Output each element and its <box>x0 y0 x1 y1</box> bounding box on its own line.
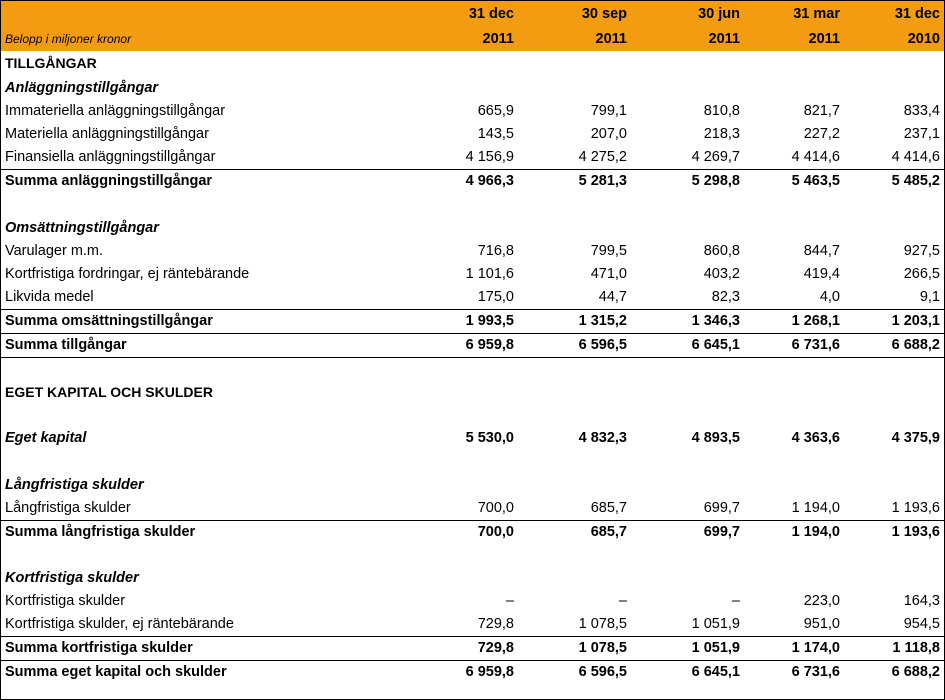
row-label: Likvida medel <box>5 288 94 305</box>
column-header-year: 2010 <box>844 27 944 51</box>
cell-value: 799,5 <box>590 242 627 259</box>
cell-value: 5 485,2 <box>844 170 944 194</box>
cell-value: 266,5 <box>903 265 940 282</box>
row-label: Långfristiga skulder <box>5 499 131 516</box>
table-row <box>1 100 944 123</box>
cell-value: 6 959,8 <box>400 334 518 358</box>
row-label: Immateriella anläggningstillgångar <box>5 103 226 120</box>
cell-value: 218,3 <box>703 126 740 143</box>
cell-value: 927,5 <box>903 242 940 259</box>
cell-value: 5 298,8 <box>631 170 744 194</box>
cell-value: 699,7 <box>631 520 744 544</box>
cell-value: 685,7 <box>518 520 631 544</box>
cell-value: 5 463,5 <box>744 170 844 194</box>
grand-total-row <box>1 334 944 358</box>
subsection-heading: Långfristiga skulder <box>5 476 144 493</box>
cell-value: 143,5 <box>477 126 514 143</box>
cell-value: 954,5 <box>903 616 940 633</box>
cell-value: 799,1 <box>590 103 627 120</box>
cell-value: 6 645,1 <box>631 334 744 358</box>
cell-value: 700,0 <box>477 499 514 516</box>
cell-value: 6 596,5 <box>518 661 631 685</box>
table-row <box>1 590 944 613</box>
cell-value: 1 268,1 <box>744 309 844 333</box>
cell-value: 6 688,2 <box>844 334 944 358</box>
cell-value: 5 281,3 <box>518 170 631 194</box>
cell-value: 4 269,7 <box>691 149 740 166</box>
cell-value: – <box>618 593 627 610</box>
column-header-year: 2011 <box>518 27 631 51</box>
row-label: Finansiella anläggningstillgångar <box>5 149 216 166</box>
row-label: Summa anläggningstillgångar <box>1 170 400 194</box>
column-header-date: 31 mar <box>744 1 844 27</box>
cell-value: 1 194,0 <box>791 499 840 516</box>
section-heading-assets: TILLGÅNGAR <box>5 55 97 72</box>
column-header-year: 2011 <box>400 27 518 51</box>
cell-value: 4 893,5 <box>691 430 740 447</box>
cell-value: – <box>505 593 514 610</box>
cell-value: 1 993,5 <box>400 309 518 333</box>
row-label: Kortfristiga skulder, ej räntebärande <box>5 616 234 633</box>
table-header <box>1 1 944 51</box>
balance-sheet-table <box>1 1 944 684</box>
cell-value: 1 118,8 <box>844 637 944 661</box>
cell-value: 1 101,6 <box>465 265 514 282</box>
cell-value: 82,3 <box>711 288 740 305</box>
spacer-row <box>1 193 944 216</box>
cell-value: 237,1 <box>903 126 940 143</box>
subsection-heading: Kortfristiga skulder <box>5 569 139 586</box>
row-label: Kortfristiga skulder <box>5 593 126 610</box>
cell-value: 471,0 <box>590 265 627 282</box>
cell-value: 1 346,3 <box>631 309 744 333</box>
cell-value: 1 078,5 <box>578 616 627 633</box>
cell-value: 1 051,9 <box>631 637 744 661</box>
cell-value: 4 363,6 <box>791 430 840 447</box>
row-label: Eget kapital <box>5 430 87 447</box>
spacer-row <box>1 358 944 382</box>
table-row <box>1 497 944 521</box>
cell-value: 44,7 <box>598 288 627 305</box>
row-label: Summa eget kapital och skulder <box>1 661 400 685</box>
column-header-year: 2011 <box>744 27 844 51</box>
subsection-heading: Anläggningstillgångar <box>5 80 159 96</box>
cell-value: 4,0 <box>819 288 840 305</box>
table-row <box>1 427 944 450</box>
cell-value: 833,4 <box>903 103 940 120</box>
cell-value: 729,8 <box>477 616 514 633</box>
total-row <box>1 170 944 194</box>
row-label: Summa tillgångar <box>1 334 400 358</box>
table-row <box>1 286 944 310</box>
cell-value: 665,9 <box>477 103 514 120</box>
row-label: Kortfristiga fordringar, ej räntebärande <box>5 265 250 282</box>
cell-value: 4 156,9 <box>465 149 514 166</box>
cell-value: 4 832,3 <box>578 430 627 447</box>
column-header-year: 2011 <box>631 27 744 51</box>
cell-value: 6 596,5 <box>518 334 631 358</box>
cell-value: 700,0 <box>400 520 518 544</box>
spacer-row <box>1 544 944 567</box>
cell-value: 6 731,6 <box>744 334 844 358</box>
row-label: Summa långfristiga skulder <box>1 520 400 544</box>
cell-value: 4 414,6 <box>891 149 940 166</box>
table-row <box>1 263 944 286</box>
amount-unit-caption: Belopp i miljoner kronor <box>1 27 400 51</box>
cell-value: 810,8 <box>703 103 740 120</box>
row-label: Varulager m.m. <box>5 242 104 259</box>
cell-value: 860,8 <box>703 242 740 259</box>
cell-value: 844,7 <box>803 242 840 259</box>
table-row <box>1 146 944 170</box>
cell-value: – <box>731 593 740 610</box>
cell-value: 419,4 <box>803 265 840 282</box>
cell-value: 1 174,0 <box>744 637 844 661</box>
cell-value: 716,8 <box>477 242 514 259</box>
row-label: Summa omsättningstillgångar <box>1 309 400 333</box>
cell-value: 164,3 <box>903 593 940 610</box>
cell-value: 4 275,2 <box>578 149 627 166</box>
cell-value: 9,1 <box>919 288 940 305</box>
table-row <box>1 613 944 637</box>
spacer-row <box>1 404 944 427</box>
total-row <box>1 309 944 333</box>
cell-value: 699,7 <box>703 499 740 516</box>
total-row <box>1 520 944 544</box>
cell-value: 223,0 <box>803 593 840 610</box>
table-row <box>1 123 944 146</box>
cell-value: 207,0 <box>590 126 627 143</box>
cell-value: 5 530,0 <box>465 430 514 447</box>
spacer-row <box>1 451 944 474</box>
cell-value: 729,8 <box>400 637 518 661</box>
cell-value: 175,0 <box>477 288 514 305</box>
cell-value: 227,2 <box>803 126 840 143</box>
section-heading-equity-liabilities: EGET KAPITAL OCH SKULDER <box>5 384 213 401</box>
cell-value: 403,2 <box>703 265 740 282</box>
cell-value: 1 193,6 <box>891 499 940 516</box>
cell-value: 4 414,6 <box>791 149 840 166</box>
subsection-heading: Omsättningstillgångar <box>5 219 159 236</box>
cell-value: 6 688,2 <box>844 661 944 685</box>
cell-value: 821,7 <box>803 103 840 120</box>
cell-value: 1 078,5 <box>518 637 631 661</box>
total-row <box>1 637 944 661</box>
cell-value: 685,7 <box>590 499 627 516</box>
cell-value: 1 193,6 <box>844 520 944 544</box>
column-header-date: 31 dec <box>400 1 518 27</box>
cell-value: 1 203,1 <box>844 309 944 333</box>
cell-value: 1 315,2 <box>518 309 631 333</box>
grand-total-row <box>1 661 944 685</box>
cell-value: 6 645,1 <box>631 661 744 685</box>
column-header-date: 30 jun <box>631 1 744 27</box>
table-row <box>1 240 944 263</box>
row-label: Materiella anläggningstillgångar <box>5 126 209 143</box>
row-label: Summa kortfristiga skulder <box>1 637 400 661</box>
cell-value: 4 375,9 <box>891 430 940 447</box>
cell-value: 1 051,9 <box>691 616 740 633</box>
cell-value: 6 959,8 <box>400 661 518 685</box>
cell-value: 4 966,3 <box>400 170 518 194</box>
column-header-date: 31 dec <box>844 1 944 27</box>
cell-value: 1 194,0 <box>744 520 844 544</box>
cell-value: 6 731,6 <box>744 661 844 685</box>
header-blank <box>1 1 400 27</box>
column-header-date: 30 sep <box>518 1 631 27</box>
cell-value: 951,0 <box>803 616 840 633</box>
